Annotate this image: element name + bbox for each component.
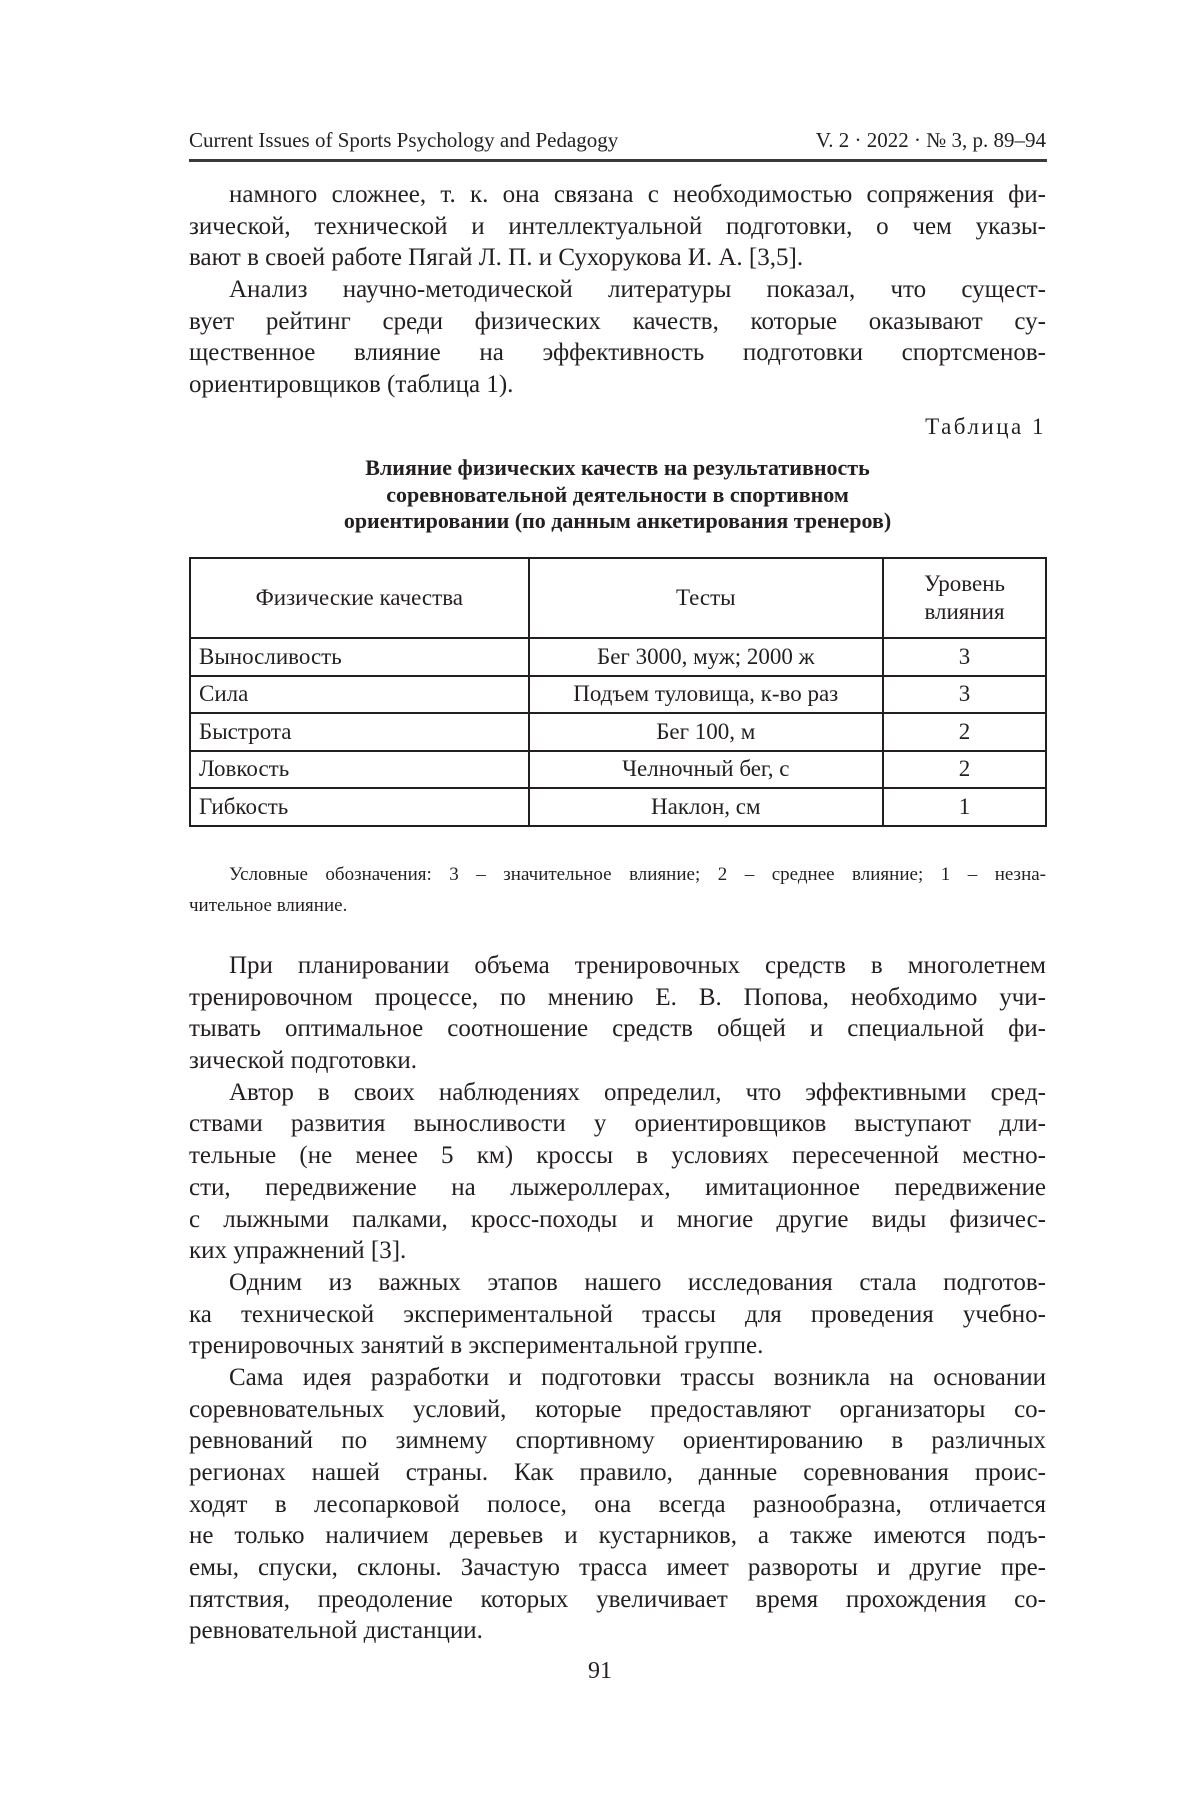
text-line: вают в своей работе Пягай Л. П. и Сухорукова И. А. [3,5]. <box>189 242 1046 274</box>
note-line: чительное влияние. <box>189 890 1046 921</box>
test-cell: Челночный бег, с <box>529 751 883 789</box>
quality-cell: Выносливость <box>190 638 529 676</box>
text-line: Автор в своих наблюдениях определил, что эффективными сред- <box>189 1077 1046 1109</box>
text-line: ких упражнений [3]. <box>189 1235 1046 1267</box>
text-line: ревнований по зимнему спортивному ориентированию в различных <box>189 1425 1046 1457</box>
header-rule <box>189 159 1047 162</box>
text-line: сти, передвижение на лыжероллерах, имитационное передвижение <box>189 1172 1046 1204</box>
data-table <box>189 557 1047 827</box>
text-line: не только наличием деревьев и кустарников, а также имеются подъ- <box>189 1520 1046 1552</box>
text-line: Одним из важных этапов нашего исследования стала подготов- <box>189 1267 1046 1299</box>
text-line: тельные (не менее 5 км) кроссы в условиях пересеченной местно- <box>189 1140 1046 1172</box>
text-line: регионах нашей страны. Как правило, данные соревнования проис- <box>189 1457 1046 1489</box>
test-cell: Бег 3000, муж; 2000 ж <box>529 638 883 676</box>
column-header: Уровень влияния <box>883 558 1046 638</box>
column-header: Физические качества <box>190 558 529 638</box>
text-line: емы, спуски, склоны. Зачастую трасса имеет развороты и другие пре- <box>189 1552 1046 1584</box>
table-title: Влияние физических качеств на результативность соревновательной деятельности в спортивном ориентировании (по данным анкетирования тренеров) <box>189 455 1046 535</box>
text-line: вует рейтинг среди физических качеств, которые оказывают су- <box>189 306 1046 338</box>
issue-info: V. 2 · 2022 · № 3, p. 89–94 <box>816 128 1046 153</box>
text-line: ка технической экспериментальной трассы для проведения учебно- <box>189 1299 1046 1331</box>
table-row <box>190 788 1046 826</box>
body-text-top <box>189 179 1046 401</box>
text-line: Сама идея разработки и подготовки трассы возникла на основании <box>189 1362 1046 1394</box>
table-row <box>190 713 1046 751</box>
level-cell: 2 <box>883 713 1046 751</box>
text-line: зической, технической и интеллектуальной подготовки, о чем указы- <box>189 211 1046 243</box>
page-number: 91 <box>0 1658 1200 1685</box>
text-line: При планировании объема тренировочных средств в многолетнем <box>189 950 1046 982</box>
table-row <box>190 676 1046 714</box>
text-line: тренировочном процессе, по мнению Е. В. Попова, необходимо учи- <box>189 982 1046 1014</box>
text-line: ходят в лесопарковой полосе, она всегда разнообразна, отличается <box>189 1489 1046 1521</box>
table-header-row <box>190 558 1046 638</box>
text-line: щественное влияние на эффективность подготовки спортсменов- <box>189 337 1046 369</box>
table-note <box>189 859 1046 921</box>
test-cell: Наклон, см <box>529 788 883 826</box>
text-line: тывать оптимальное соотношение средств общей и специальной фи- <box>189 1013 1046 1045</box>
text-line: с лыжными палками, кросс-походы и многие другие виды физичес- <box>189 1204 1046 1236</box>
text-line: зической подготовки. <box>189 1045 1046 1077</box>
text-line: тренировочных занятий в экспериментальной группе. <box>189 1330 1046 1362</box>
table-row <box>190 638 1046 676</box>
level-cell: 1 <box>883 788 1046 826</box>
text-line: ствами развития выносливости у ориентировщиков выступают дли- <box>189 1108 1046 1140</box>
text-line: соревновательных условий, которые предоставляют организаторы со- <box>189 1394 1046 1426</box>
table-caption: Таблица 1 <box>189 414 1046 440</box>
test-cell: Подъем туловища, к-во раз <box>529 676 883 714</box>
journal-title: Current Issues of Sports Psychology and Pedagogy <box>189 128 618 153</box>
level-cell: 3 <box>883 638 1046 676</box>
text-line: ориентировщиков (таблица 1). <box>189 369 1046 401</box>
quality-cell: Сила <box>190 676 529 714</box>
body-text-bottom <box>189 950 1046 1647</box>
running-header <box>189 128 1046 153</box>
text-line: пятствия, преодоление которых увеличивает время прохождения со- <box>189 1584 1046 1616</box>
quality-cell: Гибкость <box>190 788 529 826</box>
level-cell: 3 <box>883 676 1046 714</box>
test-cell: Бег 100, м <box>529 713 883 751</box>
column-header: Тесты <box>529 558 883 638</box>
level-cell: 2 <box>883 751 1046 789</box>
table-row <box>190 751 1046 789</box>
quality-cell: Ловкость <box>190 751 529 789</box>
text-line: Анализ научно-методической литературы показал, что сущест- <box>189 274 1046 306</box>
text-line: ревновательной дистанции. <box>189 1615 1046 1647</box>
note-line: Условные обозначения: 3 – значительное влияние; 2 – среднее влияние; 1 – незна- <box>189 859 1046 890</box>
text-line: намного сложнее, т. к. она связана с необходимостью сопряжения фи- <box>189 179 1046 211</box>
quality-cell: Быстрота <box>190 713 529 751</box>
